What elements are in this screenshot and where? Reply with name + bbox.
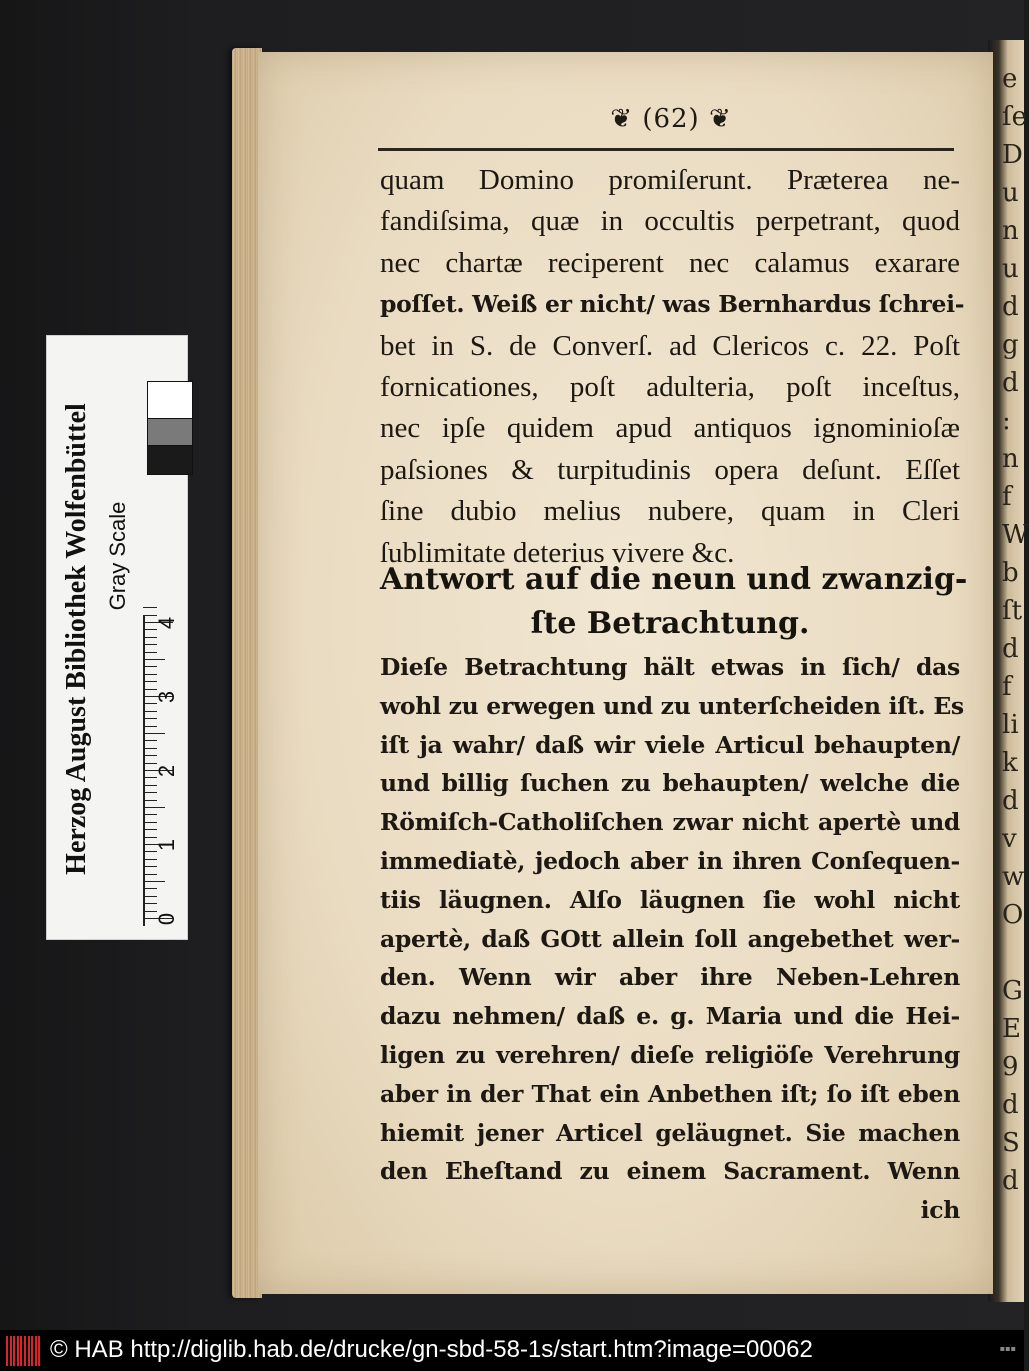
gray-swatch [147, 418, 193, 446]
scale-tick [143, 637, 157, 638]
scale-tick [143, 837, 157, 838]
footer-mark: ▪▪▪ [999, 1344, 1016, 1353]
text-line: iſt ja wahr/ daß wir viele Articul behaupten/ [380, 730, 960, 759]
scale-tick [143, 674, 157, 675]
german-paragraph [380, 648, 964, 1230]
text-line: nec ipſe quidem apud antiquos ignominioſæ [380, 412, 960, 445]
text-line: Dieſe Betrachtung hält etwas in ſich/ das [380, 653, 960, 681]
scale-tick [143, 888, 157, 889]
scale-number: 0 [154, 912, 180, 926]
text-line: ligen zu verehren/ dieſe religiöſe Verehrung [380, 1040, 960, 1069]
text-line: immediatè, jedoch aber in ihren Conſequen- [380, 846, 960, 875]
text-line: apertè, daß GOtt allein ſoll angebethet wer- [380, 924, 960, 953]
scale-tick [143, 726, 157, 727]
scale-tick [143, 763, 157, 764]
text-line: ſublimitate deterius vivere &c. [380, 536, 735, 569]
text-line: fornicationes, poſt adulteria, poſt inceſtus, [380, 370, 960, 403]
scale-baseline [143, 616, 145, 926]
footer-bar [0, 1330, 1024, 1371]
scale-tick [143, 644, 157, 645]
scale-number: 4 [154, 616, 180, 630]
scale-tick [143, 881, 165, 882]
heading-line: Antwort auf die neun und zwanzig- [380, 562, 968, 597]
text-line: paſsiones & turpitudinis opera deſunt. Eſſet [380, 453, 960, 486]
scale-tick [143, 851, 157, 852]
text-line: den Eheſtand zu einem Sacrament. Wenn [380, 1157, 960, 1186]
ruler-institution [53, 336, 101, 941]
scale-tick [143, 652, 157, 653]
section-heading [380, 558, 968, 646]
text-line: quam Domino promiſerunt. Præterea ne- [380, 164, 960, 196]
scale-tick [143, 681, 157, 682]
text-line: wohl zu erwegen und zu unterſcheiden iſt. Es [380, 691, 964, 720]
gray-scale-label: Gray Scale [105, 501, 130, 611]
page-number: (62) [642, 104, 700, 134]
gray-scale-label-box [103, 496, 133, 616]
text-line: fandiſsima, quæ in occultis perpetrant, quod [380, 205, 960, 238]
scale-tick [143, 755, 157, 756]
scale-tick [143, 659, 165, 660]
text-line: ſine dubio melius nubere, quam in Cleri [380, 495, 960, 528]
scale-tick [143, 703, 157, 704]
heading-line: ſte Betrachtung. [530, 606, 810, 641]
scale-tick [143, 718, 157, 719]
text-line: nec chartæ reciperent nec calamus exarare [380, 246, 960, 279]
header-rule [378, 148, 954, 151]
scale-tick [143, 792, 157, 793]
scale-tick [143, 689, 157, 690]
white-swatch [147, 381, 193, 419]
next-page-fragment: e ſe D u n u d g d : n f W b ſt d f li k d v w O G E 9 d S d [1002, 64, 1029, 1196]
text-line: bet in S. de Converſ. ad Clericos c. 22. Poſt [380, 329, 960, 362]
text-line: dazu nehmen/ daß e. g. Maria und die Hei- [380, 1002, 960, 1031]
text-line: den. Wenn wir aber ihre Neben-Lehren [380, 963, 960, 992]
scale-number: 3 [154, 690, 180, 704]
centimeter-scale [143, 616, 183, 926]
footer-url[interactable]: © HAB http://diglib.hab.de/drucke/gn-sbd-58-1s/start.htm?image=00062 [50, 1336, 813, 1363]
black-swatch [147, 445, 193, 475]
scale-tick [143, 800, 157, 801]
scale-tick [143, 740, 157, 741]
scale-tick [143, 733, 165, 734]
scale-tick [143, 829, 157, 830]
scale-tick [143, 911, 157, 912]
scale-tick [143, 866, 157, 867]
scale-tick [143, 629, 157, 630]
ornament-left-icon: ❦ [610, 104, 634, 134]
text-line: hiemit jener Articel geläugnet. Sie machen [380, 1118, 960, 1147]
scale-tick [143, 807, 165, 808]
page-number-header [576, 104, 766, 134]
scale-tick [143, 711, 157, 712]
scale-tick [143, 896, 157, 897]
scale-tick [143, 748, 157, 749]
scale-tick [143, 777, 157, 778]
scale-tick [143, 615, 157, 616]
scale-tick [143, 814, 157, 815]
text-line: Römiſch-Catholiſchen zwar nicht apertè und [380, 808, 960, 837]
gray-scale-ruler [46, 335, 188, 940]
scale-tick [143, 903, 157, 904]
institution-label: Herzog August Bibliothek Wolfenbüttel [61, 402, 92, 875]
text-line: aber in der That ein Anbethen iſt; ſo iſt eben [380, 1079, 960, 1108]
scale-tick [143, 859, 157, 860]
ornament-right-icon: ❦ [708, 104, 732, 134]
scale-number: 2 [154, 764, 180, 778]
text-line: tiis läugnen. Alſo läugnen ſie wohl nicht [380, 885, 960, 914]
text-line: poſſet. Weiß er nicht/ was Bernhardus ſchrei- [380, 290, 965, 319]
scale-tick [143, 607, 157, 608]
scale-number: 1 [154, 838, 180, 852]
scale-tick [143, 822, 157, 823]
hab-logo-icon [6, 1336, 40, 1366]
text-line: und billig ſuchen zu behaupten/ welche die [380, 769, 960, 798]
scale-tick [143, 874, 157, 875]
catchword: ich [920, 1196, 960, 1225]
scale-tick [143, 785, 157, 786]
scale-tick [143, 666, 157, 667]
latin-paragraph [380, 160, 965, 574]
